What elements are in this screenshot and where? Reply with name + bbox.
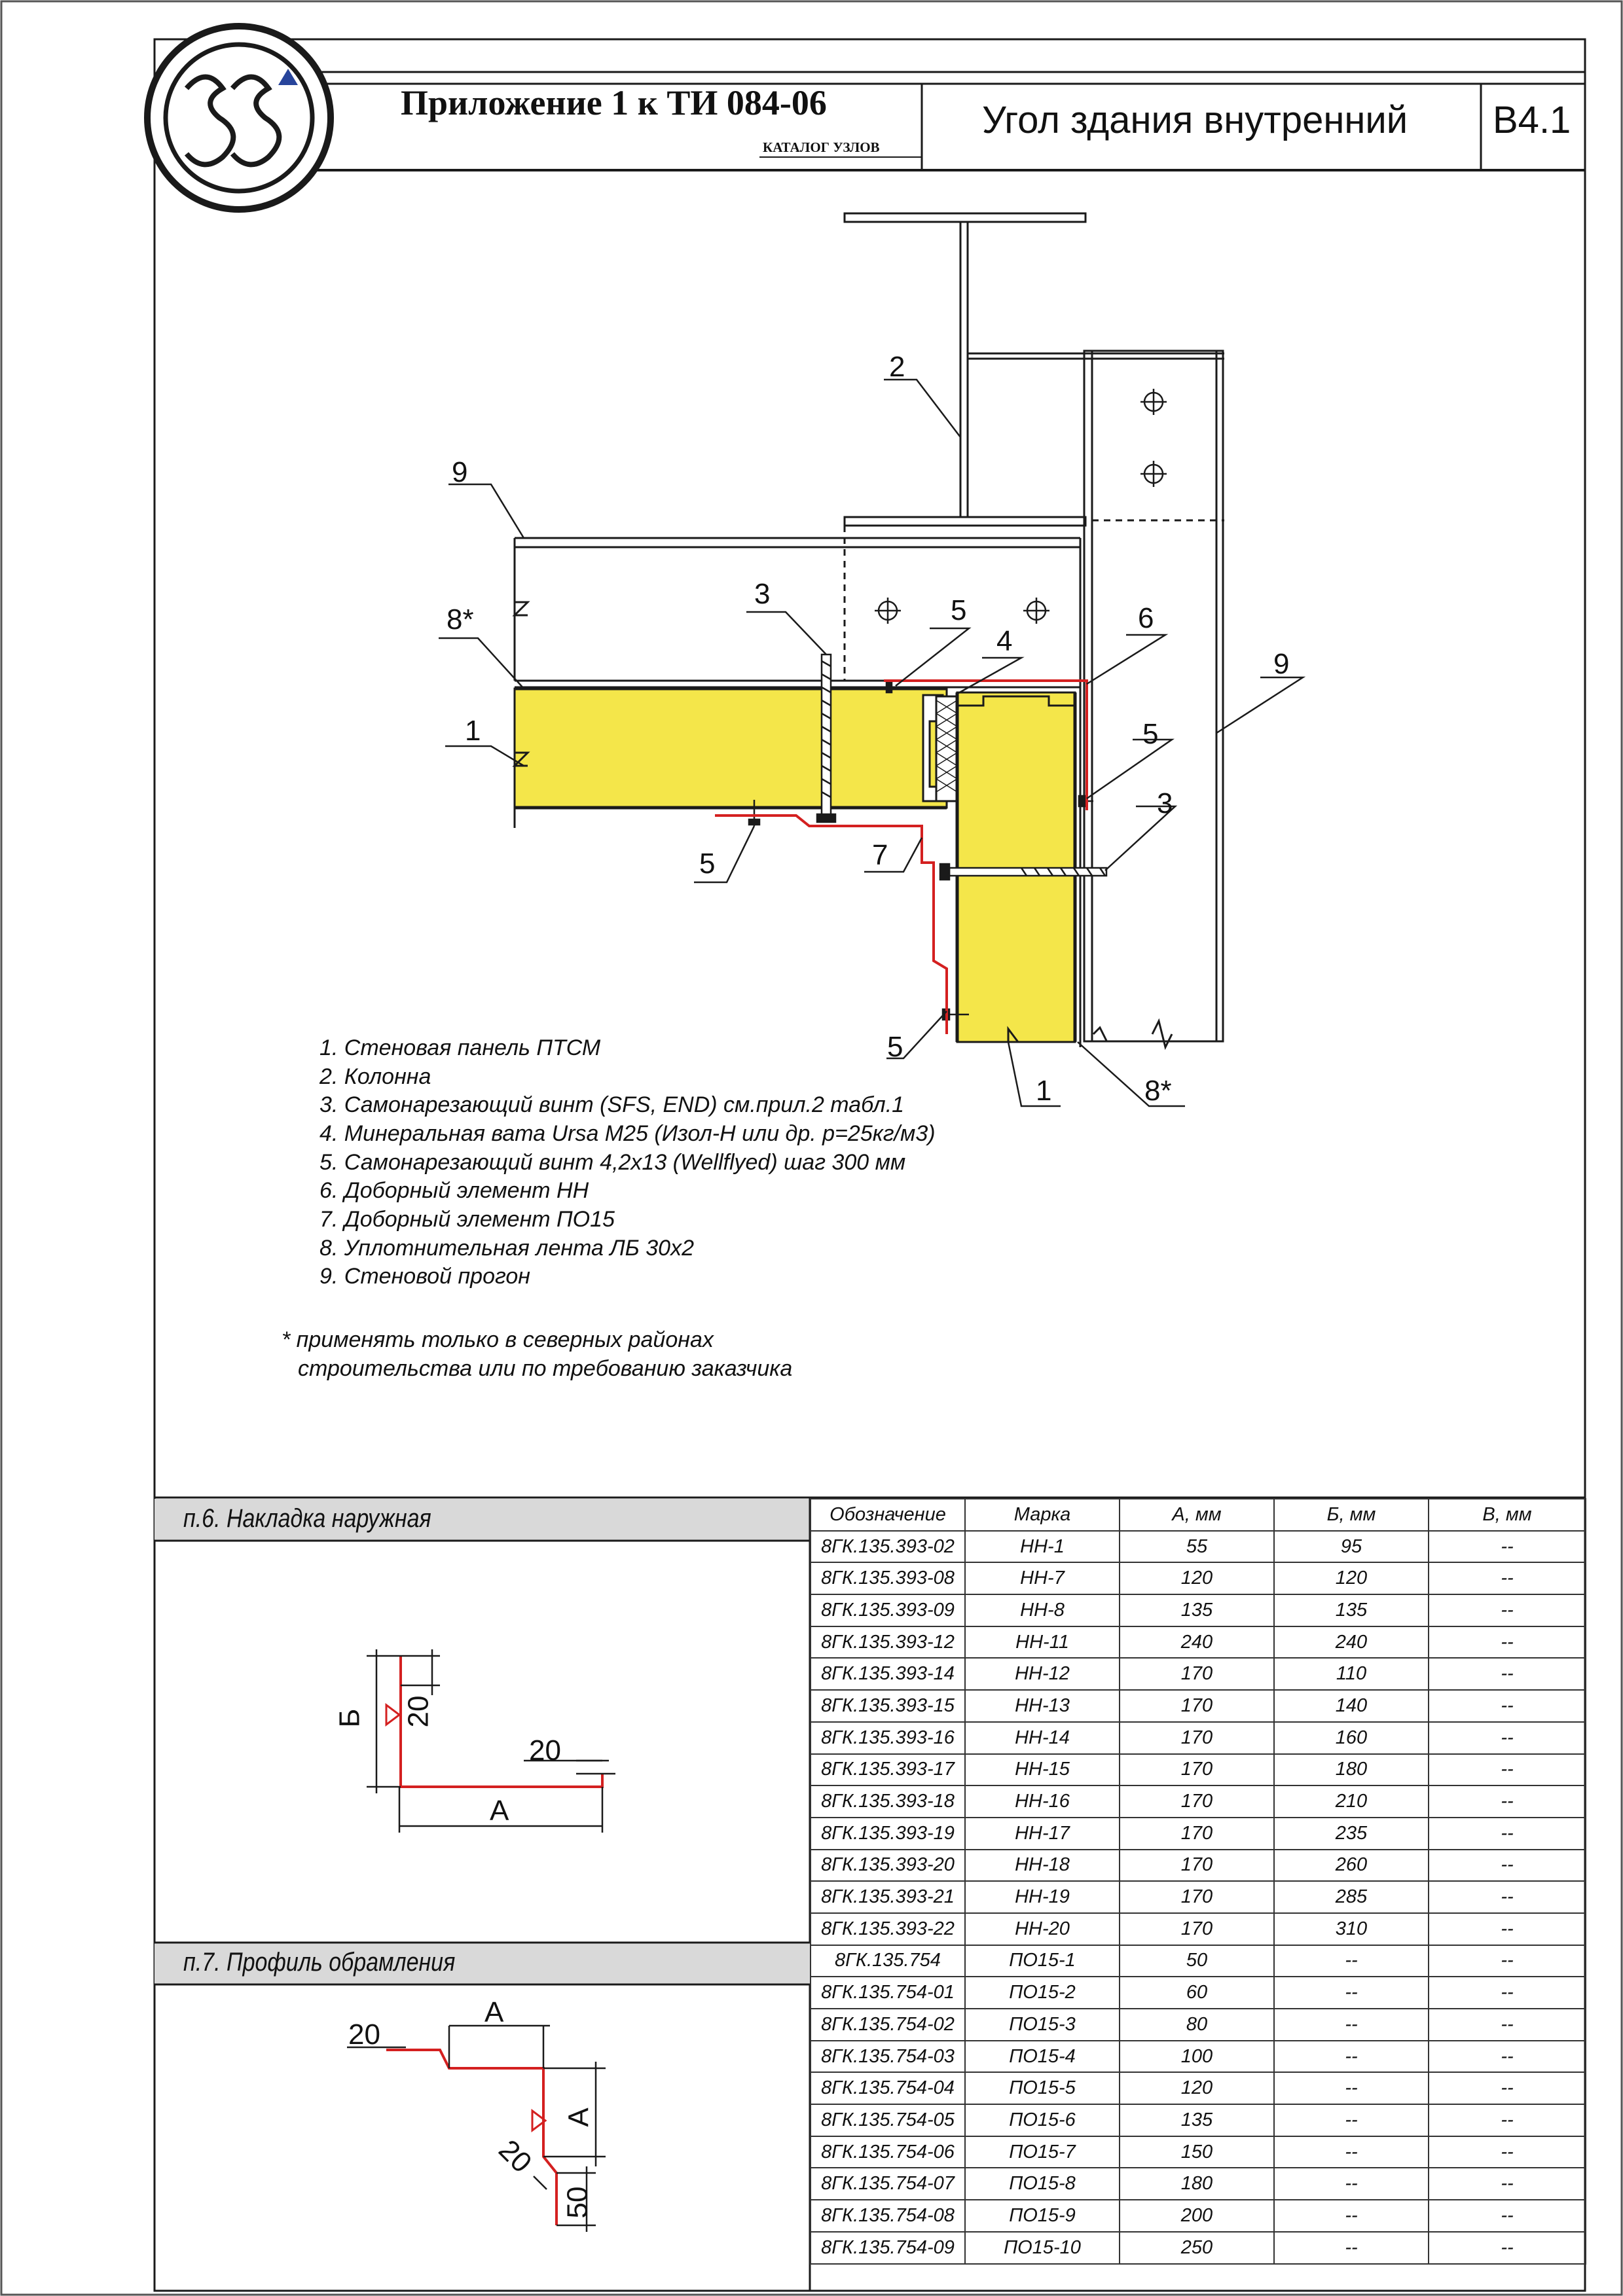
section6-dim-a: А xyxy=(490,1795,509,1827)
cell-a: 135 xyxy=(1120,2104,1274,2136)
cell-a: 120 xyxy=(1120,2072,1274,2104)
cell-designation: 8ГК.135.393-20 xyxy=(811,1850,965,1882)
cell-a: 170 xyxy=(1120,1690,1274,1722)
cell-mark: НН-13 xyxy=(965,1690,1120,1722)
cell-mark: ПО15-4 xyxy=(965,2041,1120,2073)
legend-item: 4. Минеральная вата Ursa M25 (Изол-Н или др. p=25кг/м3) xyxy=(319,1121,936,1146)
footnote-line: строительства или по требованию заказчика xyxy=(298,1356,793,1381)
cell-v: -- xyxy=(1429,1754,1586,1786)
table-row xyxy=(811,1913,1586,1945)
cell-v: -- xyxy=(1429,1818,1586,1850)
cell-mark: НН-8 xyxy=(965,1594,1120,1626)
cell-a: 170 xyxy=(1120,1850,1274,1882)
cell-b: 135 xyxy=(1274,1594,1429,1626)
cell-b: -- xyxy=(1274,2072,1429,2104)
cell-v: -- xyxy=(1429,1945,1586,1977)
cell-mark: ПО15-2 xyxy=(965,1977,1120,2009)
callout-3-right: 3 xyxy=(1157,787,1173,819)
footnote-line: * применять только в северных районах xyxy=(282,1327,714,1352)
legend-item: 5. Самонарезающий винт 4,2x13 (Wellflyed) шаг 300 мм xyxy=(319,1150,906,1175)
cell-a: 60 xyxy=(1120,1977,1274,2009)
cell-a: 100 xyxy=(1120,2041,1274,2073)
cell-mark: НН-14 xyxy=(965,1722,1120,1754)
table-row xyxy=(811,2104,1586,2136)
cell-b: -- xyxy=(1274,2200,1429,2232)
legend-item: 1. Стеновая панель ПТСМ xyxy=(319,1035,601,1060)
cell-a: 150 xyxy=(1120,2136,1274,2168)
callout-5-bottom: 5 xyxy=(887,1031,903,1063)
section7-dim-20-top: 20 xyxy=(348,2018,380,2051)
cell-v: -- xyxy=(1429,1562,1586,1594)
callout-1-bottom: 1 xyxy=(1036,1075,1052,1107)
cell-v: -- xyxy=(1429,1977,1586,2009)
cell-b: 235 xyxy=(1274,1818,1429,1850)
cell-designation: 8ГК.135.754-04 xyxy=(811,2072,965,2104)
cell-b: 120 xyxy=(1274,1562,1429,1594)
col-header-b: Б, мм xyxy=(1274,1499,1429,1531)
cell-a: 200 xyxy=(1120,2200,1274,2232)
cell-v: -- xyxy=(1429,2009,1586,2041)
sheet-code: В4.1 xyxy=(1493,99,1571,141)
cell-b: -- xyxy=(1274,2168,1429,2200)
cell-v: -- xyxy=(1429,1658,1586,1690)
table-row xyxy=(811,2232,1586,2264)
cell-v: -- xyxy=(1429,2041,1586,2073)
cell-a: 135 xyxy=(1120,1594,1274,1626)
cell-v: -- xyxy=(1429,1722,1586,1754)
table-row xyxy=(811,2009,1586,2041)
cell-designation: 8ГК.135.393-15 xyxy=(811,1690,965,1722)
callout-5-top: 5 xyxy=(951,594,967,626)
cell-b: -- xyxy=(1274,2009,1429,2041)
table-row xyxy=(811,1785,1586,1818)
cell-v: -- xyxy=(1429,1690,1586,1722)
section7-dim-20-diagonal: 20 xyxy=(492,2134,538,2179)
callout-5-left: 5 xyxy=(699,848,716,880)
table-row xyxy=(811,2168,1586,2200)
cell-mark: ПО15-5 xyxy=(965,2072,1120,2104)
cell-mark: ПО15-1 xyxy=(965,1945,1120,1977)
cell-a: 50 xyxy=(1120,1945,1274,1977)
cell-designation: 8ГК.135.393-18 xyxy=(811,1785,965,1818)
cell-a: 120 xyxy=(1120,1562,1274,1594)
cell-designation: 8ГК.135.393-21 xyxy=(811,1881,965,1913)
cell-v: -- xyxy=(1429,1913,1586,1945)
callout-5-right: 5 xyxy=(1142,718,1159,750)
cell-designation: 8ГК.135.393-14 xyxy=(811,1658,965,1690)
legend-item: 7. Доборный элемент ПО15 xyxy=(319,1207,615,1232)
cell-v: -- xyxy=(1429,1626,1586,1659)
callout-7: 7 xyxy=(872,839,888,871)
table-row xyxy=(811,2041,1586,2073)
cell-b: 310 xyxy=(1274,1913,1429,1945)
cell-a: 170 xyxy=(1120,1658,1274,1690)
cell-v: -- xyxy=(1429,1594,1586,1626)
cell-designation: 8ГК.135.754-07 xyxy=(811,2168,965,2200)
cell-v: -- xyxy=(1429,1785,1586,1818)
cell-b: -- xyxy=(1274,2041,1429,2073)
cell-designation: 8ГК.135.393-17 xyxy=(811,1754,965,1786)
table-row xyxy=(811,1562,1586,1594)
legend-item: 8. Уплотнительная лента ЛБ 30x2 xyxy=(319,1236,694,1261)
table-row xyxy=(811,1881,1586,1913)
cell-a: 180 xyxy=(1120,2168,1274,2200)
cell-a: 55 xyxy=(1120,1531,1274,1563)
legend-item: 2. Колонна xyxy=(319,1064,431,1089)
cell-mark: НН-18 xyxy=(965,1850,1120,1882)
cell-designation: 8ГК.135.393-22 xyxy=(811,1913,965,1945)
table-row xyxy=(811,1658,1586,1690)
table-row xyxy=(811,1626,1586,1659)
cell-mark: НН-7 xyxy=(965,1562,1120,1594)
cell-a: 240 xyxy=(1120,1626,1274,1659)
cell-designation: 8ГК.135.754-05 xyxy=(811,2104,965,2136)
appendix-title: Приложение 1 к ТИ 084-06 xyxy=(401,83,827,122)
callout-8-bottom: 8* xyxy=(1144,1075,1172,1107)
catalog-label: КАТАЛОГ УЗЛОВ xyxy=(763,139,880,155)
legend-item: 3. Самонарезающий винт (SFS, END) см.прил.2 табл.1 xyxy=(319,1092,905,1117)
section6-dim-20-horizontal: 20 xyxy=(529,1734,561,1767)
section6-title: п.6. Накладка наружная xyxy=(183,1504,431,1533)
col-header-v: В, мм xyxy=(1429,1499,1586,1531)
table-row xyxy=(811,1722,1586,1754)
cell-a: 170 xyxy=(1120,1818,1274,1850)
callout-3-top: 3 xyxy=(754,578,771,610)
cell-mark: ПО15-9 xyxy=(965,2200,1120,2232)
cell-b: -- xyxy=(1274,2104,1429,2136)
table-row xyxy=(811,1945,1586,1977)
cell-mark: ПО15-7 xyxy=(965,2136,1120,2168)
cell-mark: ПО15-10 xyxy=(965,2232,1120,2264)
cell-designation: 8ГК.135.393-09 xyxy=(811,1594,965,1626)
cell-b: 140 xyxy=(1274,1690,1429,1722)
cell-b: 260 xyxy=(1274,1850,1429,1882)
cell-b: 240 xyxy=(1274,1626,1429,1659)
cell-v: -- xyxy=(1429,2168,1586,2200)
cell-mark: НН-12 xyxy=(965,1658,1120,1690)
company-logo xyxy=(147,26,331,209)
cell-designation: 8ГК.135.754-03 xyxy=(811,2041,965,2073)
cell-mark: НН-20 xyxy=(965,1913,1120,1945)
table-row xyxy=(811,1977,1586,2009)
cell-b: 180 xyxy=(1274,1754,1429,1786)
cell-mark: ПО15-8 xyxy=(965,2168,1120,2200)
callout-8-left: 8* xyxy=(447,603,474,636)
cell-b: 210 xyxy=(1274,1785,1429,1818)
cell-b: -- xyxy=(1274,1977,1429,2009)
cell-designation: 8ГК.135.393-16 xyxy=(811,1722,965,1754)
cell-a: 250 xyxy=(1120,2232,1274,2264)
cell-a: 170 xyxy=(1120,1881,1274,1913)
table-row xyxy=(811,1850,1586,1882)
cell-v: -- xyxy=(1429,2200,1586,2232)
cell-b: -- xyxy=(1274,2232,1429,2264)
callout-6: 6 xyxy=(1138,602,1154,634)
cell-designation: 8ГК.135.393-08 xyxy=(811,1562,965,1594)
cell-b: 160 xyxy=(1274,1722,1429,1754)
table-row xyxy=(811,2072,1586,2104)
cell-mark: НН-1 xyxy=(965,1531,1120,1563)
cell-mark: НН-17 xyxy=(965,1818,1120,1850)
section6-dim-b: Б xyxy=(333,1708,366,1728)
cell-designation: 8ГК.135.754-09 xyxy=(811,2232,965,2264)
legend-item: 9. Стеновой прогон xyxy=(319,1264,531,1289)
cell-designation: 8ГК.135.754 xyxy=(811,1945,965,1977)
cell-mark: НН-11 xyxy=(965,1626,1120,1659)
table-row xyxy=(811,1690,1586,1722)
table-row xyxy=(811,1531,1586,1563)
col-header-mark: Марка xyxy=(965,1499,1120,1531)
cell-v: -- xyxy=(1429,1531,1586,1563)
table-header-row xyxy=(811,1499,1586,1531)
cell-mark: НН-19 xyxy=(965,1881,1120,1913)
table-row xyxy=(811,1818,1586,1850)
cell-b: 110 xyxy=(1274,1658,1429,1690)
spec-table xyxy=(810,1498,1586,2265)
corner-detail-drawing xyxy=(439,213,1303,1106)
callout-9-left: 9 xyxy=(452,456,468,488)
col-header-a: А, мм xyxy=(1120,1499,1274,1531)
cell-v: -- xyxy=(1429,2136,1586,2168)
table-row xyxy=(811,2136,1586,2168)
cell-b: -- xyxy=(1274,1945,1429,1977)
section7-title: п.7. Профиль обрамления xyxy=(183,1948,456,1977)
cell-designation: 8ГК.135.393-12 xyxy=(811,1626,965,1659)
cell-b: -- xyxy=(1274,2136,1429,2168)
cell-designation: 8ГК.135.754-02 xyxy=(811,2009,965,2041)
cell-v: -- xyxy=(1429,1850,1586,1882)
cell-a: 170 xyxy=(1120,1913,1274,1945)
cell-designation: 8ГК.135.393-19 xyxy=(811,1818,965,1850)
callout-2: 2 xyxy=(889,351,905,383)
cell-designation: 8ГК.135.754-08 xyxy=(811,2200,965,2232)
cell-designation: 8ГК.135.393-02 xyxy=(811,1531,965,1563)
cell-a: 170 xyxy=(1120,1754,1274,1786)
section7-dim-50: 50 xyxy=(561,2186,594,2219)
cell-b: 95 xyxy=(1274,1531,1429,1563)
cell-v: -- xyxy=(1429,2232,1586,2264)
callout-9-right: 9 xyxy=(1273,648,1290,680)
callout-4: 4 xyxy=(996,625,1013,657)
callout-1-left: 1 xyxy=(465,715,481,747)
section6-dim-20-vertical: 20 xyxy=(402,1695,435,1728)
cell-designation: 8ГК.135.754-06 xyxy=(811,2136,965,2168)
cell-mark: НН-15 xyxy=(965,1754,1120,1786)
cell-v: -- xyxy=(1429,2104,1586,2136)
table-row xyxy=(811,1754,1586,1786)
drawing-title: Угол здания внутренний xyxy=(982,99,1408,141)
cell-mark: НН-16 xyxy=(965,1785,1120,1818)
cell-a: 170 xyxy=(1120,1785,1274,1818)
col-header-designation: Обозначение xyxy=(811,1499,965,1531)
cell-designation: 8ГК.135.754-01 xyxy=(811,1977,965,2009)
cell-mark: ПО15-3 xyxy=(965,2009,1120,2041)
table-body xyxy=(811,1531,1586,2264)
table-row xyxy=(811,2200,1586,2232)
cell-mark: ПО15-6 xyxy=(965,2104,1120,2136)
cell-a: 170 xyxy=(1120,1722,1274,1754)
cell-a: 80 xyxy=(1120,2009,1274,2041)
legend-item: 6. Доборный элемент НН xyxy=(319,1178,589,1203)
cell-b: 285 xyxy=(1274,1881,1429,1913)
table-row xyxy=(811,1594,1586,1626)
section7-dim-a-top: А xyxy=(484,1996,504,2028)
cell-v: -- xyxy=(1429,1881,1586,1913)
section7-dim-a-right: А xyxy=(562,2108,595,2127)
cell-v: -- xyxy=(1429,2072,1586,2104)
